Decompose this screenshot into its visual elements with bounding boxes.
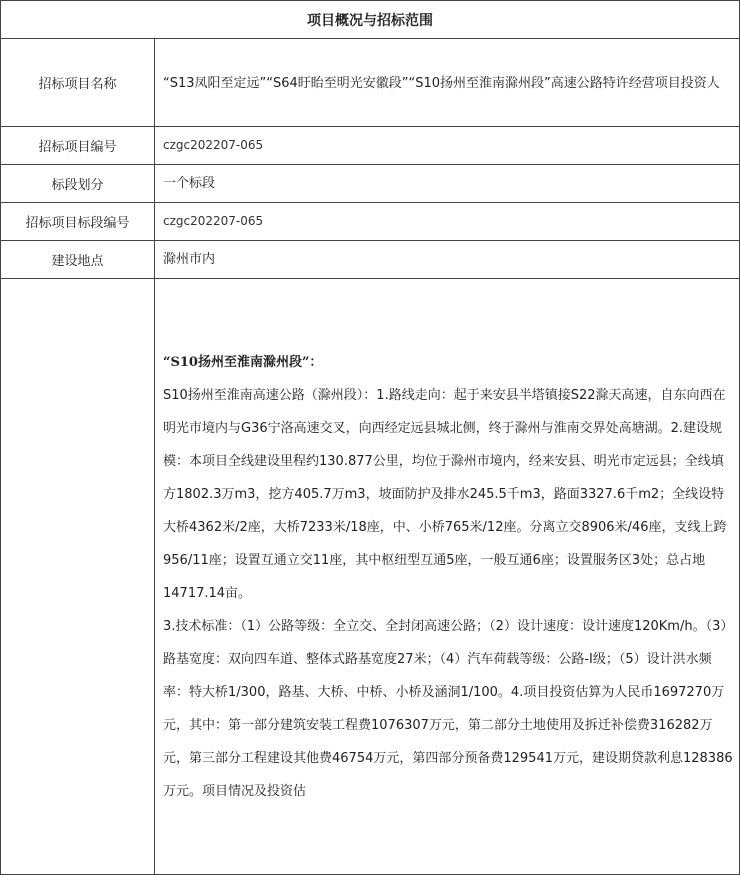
row-label-project-number: 招标项目编号 [1, 127, 155, 165]
row-value-location: 滁州市内 [155, 241, 740, 279]
row-label-empty [1, 279, 155, 875]
row-label-project-name: 招标项目名称 [1, 39, 155, 127]
row-value-section-number: czgc202207-065 [155, 203, 740, 241]
table-row [1, 165, 740, 203]
table-title: 项目概况与招标范围 [1, 1, 740, 39]
table-row [1, 279, 740, 875]
table-row [1, 127, 740, 165]
row-label-section-number: 招标项目标段编号 [1, 203, 155, 241]
row-value-section-division: 一个标段 [155, 165, 740, 203]
table-row [1, 39, 740, 127]
row-value-project-number: czgc202207-065 [155, 127, 740, 165]
row-label-section-division: 标段划分 [1, 165, 155, 203]
row-label-location: 建设地点 [1, 241, 155, 279]
description-paragraph-1: S10扬州至淮南高速公路（滁州段）：1.路线走向：起于来安县半塔镇接S22滁天高速，自东向西在明光市境内与G36宁洛高速交叉，向西经定远县城北侧，终于滁州与淮南交界处高塘湖。2.建设规模：本项目全线建设里程约130.877公里，均位于滁州市境内，经来安县、明光市定远县；全线填方1802.3万m3，挖方405.7万m3，坡面防护及排水245.5千m3，路面3327.6千m2；全线设特大桥4362米/2座，大桥7233米/18座，中、小桥765米/12座。分离立交8906米/46座，支线上跨956/11座；设置互通立交11座，其中枢纽型互通5座，一般互通6座；设置服务区3处；总占地14717.14亩。 [163, 387, 727, 601]
table-row [1, 203, 740, 241]
description-heading: “S10扬州至淮南滁州段”： [163, 354, 323, 370]
table-title-row [1, 1, 740, 39]
project-description [155, 279, 740, 875]
table-row [1, 241, 740, 279]
description-paragraph-2: 3.技术标准：（1）公路等级：全立交、全封闭高速公路；（2）设计速度：设计速度120Km/h。（3）路基宽度：双向四车道、整体式路基宽度27米；（4）汽车荷载等级：公路-I级；（5）设计洪水频率：特大桥1/300，路基、大桥、中桥、小桥及涵洞1/100。4.项目投资估算为人民币1697270万元，其中：第一部分建筑安装工程费1076307万元，第二部分土地使用及拆迁补偿费316282万元，第三部分工程建设其他费46754万元，第四部分预备费129541万元，建设期贷款利息128386万元。项目情况及投资估 [163, 618, 733, 799]
row-value-project-name: “S13凤阳至定远”“S64盱眙至明光安徽段”“S10扬州至淮南滁州段”高速公路特许经营项目投资人 [155, 39, 740, 127]
